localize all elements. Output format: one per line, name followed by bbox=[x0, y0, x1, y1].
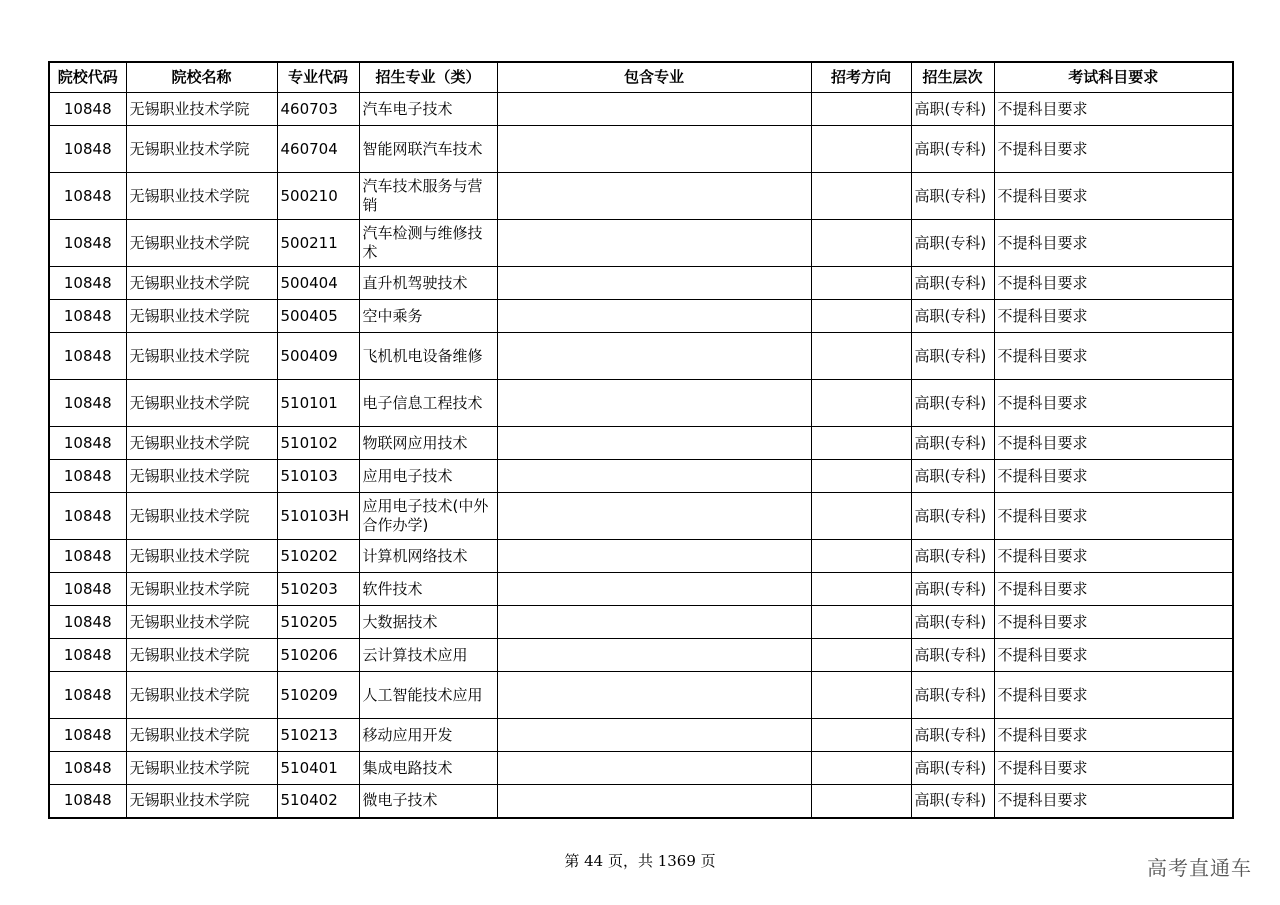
cell-major: 人工智能技术应用 bbox=[359, 672, 497, 719]
cell-exam-requirement: 不提科目要求 bbox=[994, 93, 1233, 126]
cell-school-code: 10848 bbox=[49, 573, 126, 606]
header-school-name: 院校名称 bbox=[126, 62, 277, 93]
cell-major-code: 500210 bbox=[277, 173, 359, 220]
cell-school-code: 10848 bbox=[49, 427, 126, 460]
watermark: 高考直通车 bbox=[1147, 856, 1252, 880]
cell-direction bbox=[811, 573, 911, 606]
table-row bbox=[49, 493, 1233, 540]
cell-included-majors bbox=[497, 672, 811, 719]
cell-major: 空中乘务 bbox=[359, 300, 497, 333]
cell-major-code: 500405 bbox=[277, 300, 359, 333]
cell-school-code: 10848 bbox=[49, 173, 126, 220]
cell-major-code: 510213 bbox=[277, 719, 359, 752]
cell-major-code: 510209 bbox=[277, 672, 359, 719]
table-row bbox=[49, 380, 1233, 427]
cell-major-code: 510103H bbox=[277, 493, 359, 540]
table-row bbox=[49, 672, 1233, 719]
cell-school-name: 无锡职业技术学院 bbox=[126, 460, 277, 493]
cell-school-code: 10848 bbox=[49, 380, 126, 427]
table-row bbox=[49, 333, 1233, 380]
table-header-row bbox=[49, 62, 1233, 93]
cell-school-name: 无锡职业技术学院 bbox=[126, 672, 277, 719]
cell-included-majors bbox=[497, 93, 811, 126]
cell-school-name: 无锡职业技术学院 bbox=[126, 639, 277, 672]
table-row bbox=[49, 460, 1233, 493]
cell-included-majors bbox=[497, 540, 811, 573]
cell-school-name: 无锡职业技术学院 bbox=[126, 427, 277, 460]
cell-included-majors bbox=[497, 300, 811, 333]
cell-level: 高职(专科) bbox=[911, 300, 994, 333]
cell-school-name: 无锡职业技术学院 bbox=[126, 573, 277, 606]
header-exam-requirement: 考试科目要求 bbox=[994, 62, 1233, 93]
cell-direction bbox=[811, 752, 911, 785]
header-level: 招生层次 bbox=[911, 62, 994, 93]
cell-direction bbox=[811, 460, 911, 493]
cell-school-code: 10848 bbox=[49, 333, 126, 380]
cell-school-name: 无锡职业技术学院 bbox=[126, 606, 277, 639]
cell-school-name: 无锡职业技术学院 bbox=[126, 719, 277, 752]
cell-major: 移动应用开发 bbox=[359, 719, 497, 752]
cell-direction bbox=[811, 220, 911, 267]
cell-included-majors bbox=[497, 639, 811, 672]
cell-level: 高职(专科) bbox=[911, 672, 994, 719]
cell-major-code: 500409 bbox=[277, 333, 359, 380]
cell-level: 高职(专科) bbox=[911, 785, 994, 818]
cell-direction bbox=[811, 639, 911, 672]
cell-school-code: 10848 bbox=[49, 719, 126, 752]
cell-exam-requirement: 不提科目要求 bbox=[994, 719, 1233, 752]
cell-major: 云计算技术应用 bbox=[359, 639, 497, 672]
cell-major-code: 460704 bbox=[277, 126, 359, 173]
cell-direction bbox=[811, 719, 911, 752]
table-row bbox=[49, 427, 1233, 460]
cell-school-code: 10848 bbox=[49, 300, 126, 333]
cell-exam-requirement: 不提科目要求 bbox=[994, 639, 1233, 672]
cell-major: 微电子技术 bbox=[359, 785, 497, 818]
table-row bbox=[49, 267, 1233, 300]
cell-exam-requirement: 不提科目要求 bbox=[994, 333, 1233, 380]
cell-direction bbox=[811, 126, 911, 173]
cell-exam-requirement: 不提科目要求 bbox=[994, 300, 1233, 333]
cell-major: 汽车检测与维修技术 bbox=[359, 220, 497, 267]
header-major-code: 专业代码 bbox=[277, 62, 359, 93]
table-row bbox=[49, 93, 1233, 126]
cell-level: 高职(专科) bbox=[911, 173, 994, 220]
cell-major-code: 510402 bbox=[277, 785, 359, 818]
cell-major-code: 510401 bbox=[277, 752, 359, 785]
cell-level: 高职(专科) bbox=[911, 752, 994, 785]
cell-major: 汽车技术服务与营销 bbox=[359, 173, 497, 220]
cell-direction bbox=[811, 93, 911, 126]
cell-school-name: 无锡职业技术学院 bbox=[126, 126, 277, 173]
cell-major: 软件技术 bbox=[359, 573, 497, 606]
cell-major: 直升机驾驶技术 bbox=[359, 267, 497, 300]
cell-exam-requirement: 不提科目要求 bbox=[994, 573, 1233, 606]
cell-direction bbox=[811, 672, 911, 719]
cell-major-code: 510103 bbox=[277, 460, 359, 493]
cell-exam-requirement: 不提科目要求 bbox=[994, 460, 1233, 493]
cell-major: 应用电子技术 bbox=[359, 460, 497, 493]
cell-exam-requirement: 不提科目要求 bbox=[994, 540, 1233, 573]
table-row bbox=[49, 173, 1233, 220]
cell-school-name: 无锡职业技术学院 bbox=[126, 540, 277, 573]
cell-level: 高职(专科) bbox=[911, 380, 994, 427]
cell-school-code: 10848 bbox=[49, 639, 126, 672]
cell-included-majors bbox=[497, 333, 811, 380]
cell-direction bbox=[811, 380, 911, 427]
cell-direction bbox=[811, 267, 911, 300]
table-row bbox=[49, 752, 1233, 785]
table-row bbox=[49, 540, 1233, 573]
table-row bbox=[49, 606, 1233, 639]
cell-level: 高职(专科) bbox=[911, 606, 994, 639]
cell-included-majors bbox=[497, 173, 811, 220]
cell-direction bbox=[811, 173, 911, 220]
cell-included-majors bbox=[497, 719, 811, 752]
cell-school-name: 无锡职业技术学院 bbox=[126, 380, 277, 427]
cell-included-majors bbox=[497, 785, 811, 818]
cell-level: 高职(专科) bbox=[911, 93, 994, 126]
cell-level: 高职(专科) bbox=[911, 333, 994, 380]
cell-school-name: 无锡职业技术学院 bbox=[126, 333, 277, 380]
cell-level: 高职(专科) bbox=[911, 493, 994, 540]
cell-included-majors bbox=[497, 606, 811, 639]
cell-major-code: 510205 bbox=[277, 606, 359, 639]
cell-included-majors bbox=[497, 220, 811, 267]
cell-exam-requirement: 不提科目要求 bbox=[994, 380, 1233, 427]
table-row bbox=[49, 573, 1233, 606]
cell-exam-requirement: 不提科目要求 bbox=[994, 427, 1233, 460]
table-row bbox=[49, 300, 1233, 333]
cell-school-code: 10848 bbox=[49, 126, 126, 173]
cell-level: 高职(专科) bbox=[911, 719, 994, 752]
cell-direction bbox=[811, 606, 911, 639]
table-row bbox=[49, 220, 1233, 267]
cell-major: 飞机机电设备维修 bbox=[359, 333, 497, 380]
cell-major: 物联网应用技术 bbox=[359, 427, 497, 460]
cell-school-code: 10848 bbox=[49, 93, 126, 126]
cell-school-name: 无锡职业技术学院 bbox=[126, 93, 277, 126]
cell-major-code: 510102 bbox=[277, 427, 359, 460]
cell-direction bbox=[811, 540, 911, 573]
cell-school-name: 无锡职业技术学院 bbox=[126, 752, 277, 785]
cell-school-name: 无锡职业技术学院 bbox=[126, 267, 277, 300]
cell-included-majors bbox=[497, 380, 811, 427]
cell-school-name: 无锡职业技术学院 bbox=[126, 173, 277, 220]
cell-school-code: 10848 bbox=[49, 752, 126, 785]
cell-level: 高职(专科) bbox=[911, 540, 994, 573]
cell-major-code: 500404 bbox=[277, 267, 359, 300]
cell-level: 高职(专科) bbox=[911, 220, 994, 267]
cell-school-code: 10848 bbox=[49, 540, 126, 573]
header-included-majors: 包含专业 bbox=[497, 62, 811, 93]
cell-major: 电子信息工程技术 bbox=[359, 380, 497, 427]
cell-exam-requirement: 不提科目要求 bbox=[994, 752, 1233, 785]
cell-school-code: 10848 bbox=[49, 785, 126, 818]
cell-major: 智能网联汽车技术 bbox=[359, 126, 497, 173]
cell-exam-requirement: 不提科目要求 bbox=[994, 785, 1233, 818]
cell-major: 应用电子技术(中外合作办学) bbox=[359, 493, 497, 540]
cell-major: 大数据技术 bbox=[359, 606, 497, 639]
header-direction: 招考方向 bbox=[811, 62, 911, 93]
cell-level: 高职(专科) bbox=[911, 460, 994, 493]
cell-exam-requirement: 不提科目要求 bbox=[994, 173, 1233, 220]
cell-level: 高职(专科) bbox=[911, 573, 994, 606]
cell-school-name: 无锡职业技术学院 bbox=[126, 493, 277, 540]
cell-included-majors bbox=[497, 752, 811, 785]
cell-exam-requirement: 不提科目要求 bbox=[994, 493, 1233, 540]
cell-exam-requirement: 不提科目要求 bbox=[994, 606, 1233, 639]
cell-school-name: 无锡职业技术学院 bbox=[126, 220, 277, 267]
cell-major-code: 510206 bbox=[277, 639, 359, 672]
cell-level: 高职(专科) bbox=[911, 126, 994, 173]
cell-direction bbox=[811, 493, 911, 540]
cell-included-majors bbox=[497, 126, 811, 173]
cell-school-code: 10848 bbox=[49, 267, 126, 300]
cell-included-majors bbox=[497, 573, 811, 606]
cell-school-code: 10848 bbox=[49, 493, 126, 540]
cell-level: 高职(专科) bbox=[911, 427, 994, 460]
cell-included-majors bbox=[497, 493, 811, 540]
cell-major-code: 510101 bbox=[277, 380, 359, 427]
cell-exam-requirement: 不提科目要求 bbox=[994, 672, 1233, 719]
table-row bbox=[49, 639, 1233, 672]
cell-included-majors bbox=[497, 427, 811, 460]
cell-level: 高职(专科) bbox=[911, 267, 994, 300]
cell-direction bbox=[811, 300, 911, 333]
cell-school-code: 10848 bbox=[49, 460, 126, 493]
admissions-table bbox=[48, 61, 1234, 819]
cell-school-code: 10848 bbox=[49, 220, 126, 267]
cell-direction bbox=[811, 333, 911, 380]
cell-school-code: 10848 bbox=[49, 672, 126, 719]
table-row bbox=[49, 126, 1233, 173]
cell-school-name: 无锡职业技术学院 bbox=[126, 300, 277, 333]
table-row bbox=[49, 719, 1233, 752]
cell-exam-requirement: 不提科目要求 bbox=[994, 126, 1233, 173]
cell-major: 集成电路技术 bbox=[359, 752, 497, 785]
cell-direction bbox=[811, 427, 911, 460]
cell-major: 汽车电子技术 bbox=[359, 93, 497, 126]
cell-major-code: 500211 bbox=[277, 220, 359, 267]
cell-level: 高职(专科) bbox=[911, 639, 994, 672]
cell-major-code: 510202 bbox=[277, 540, 359, 573]
cell-major-code: 510203 bbox=[277, 573, 359, 606]
cell-school-code: 10848 bbox=[49, 606, 126, 639]
cell-direction bbox=[811, 785, 911, 818]
cell-major: 计算机网络技术 bbox=[359, 540, 497, 573]
cell-major-code: 460703 bbox=[277, 93, 359, 126]
page-footer: 第 44 页，共 1369 页 bbox=[564, 852, 716, 870]
header-school-code: 院校代码 bbox=[49, 62, 126, 93]
cell-school-name: 无锡职业技术学院 bbox=[126, 785, 277, 818]
header-major: 招生专业（类） bbox=[359, 62, 497, 93]
table-row bbox=[49, 785, 1233, 818]
cell-included-majors bbox=[497, 460, 811, 493]
cell-included-majors bbox=[497, 267, 811, 300]
cell-exam-requirement: 不提科目要求 bbox=[994, 220, 1233, 267]
cell-exam-requirement: 不提科目要求 bbox=[994, 267, 1233, 300]
